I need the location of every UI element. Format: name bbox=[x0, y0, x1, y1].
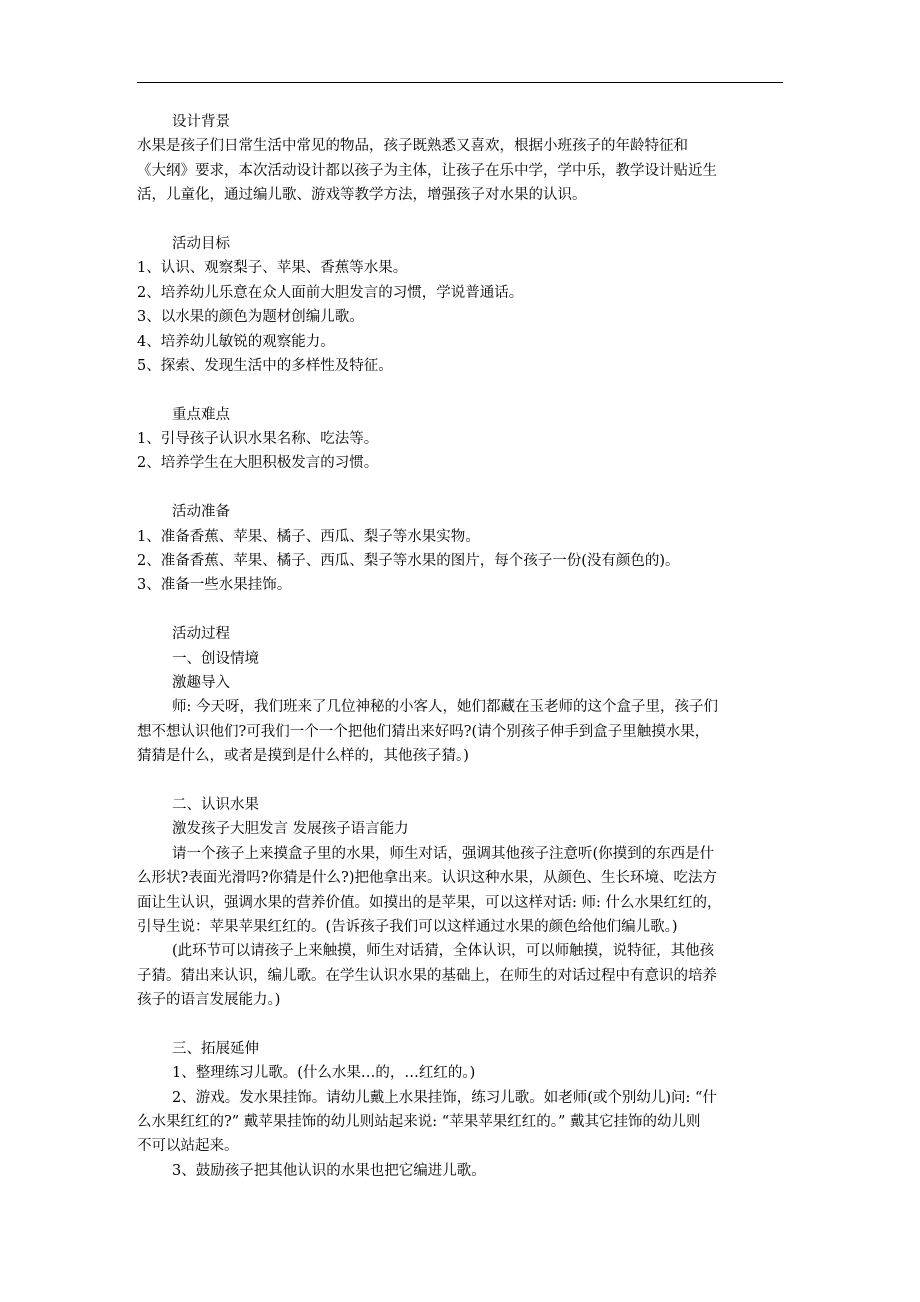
paragraph-line: 想不想认识他们?可我们一个一个把他们猜出来好吗?(请个别孩子伸手到盒子里触摸水果， bbox=[137, 723, 710, 740]
list-item: 1、认识、观察梨子、苹果、香蕉等水果。 bbox=[137, 260, 408, 277]
list-item: 2、准备香蕉、苹果、橘子、西瓜、梨子等水果的图片，每个孩子一份(没有颜色的)。 bbox=[137, 553, 680, 570]
list-item: 1、整理练习儿歌。(什么水果…的，…红红的。) bbox=[172, 1065, 476, 1082]
list-item: 5、探索、发现生活中的多样性及特征。 bbox=[137, 357, 393, 374]
list-item: 3、鼓励孩子把其他认识的水果也把它编进儿歌。 bbox=[172, 1162, 486, 1179]
paragraph-line: 水果是孩子们日常生活中常见的物品，孩子既熟悉又喜欢，根据小班孩子的年龄特征和 bbox=[137, 138, 688, 155]
section-heading-background: 设计背景 bbox=[172, 114, 230, 130]
paragraph-line: 请一个孩子上来摸盒子里的水果，师生对话，强调其他孩子注意听(你摸到的东西是什 bbox=[172, 845, 715, 862]
paragraph-line: 子猜。猜出来认识，编儿歌。在学生认识水果的基础上，在师生的对话过程中有意识的培养 bbox=[137, 967, 717, 984]
list-item: 4、培养幼儿敏锐的观察能力。 bbox=[137, 333, 335, 350]
spacer bbox=[137, 208, 787, 232]
list-item: 2、培养学生在大胆积极发言的习惯。 bbox=[137, 455, 379, 472]
document-body bbox=[137, 110, 787, 1183]
section-heading-key-points: 重点难点 bbox=[172, 406, 230, 423]
header-rule bbox=[137, 82, 783, 83]
paragraph-line: 么形状?表面光滑吗?你猜是什么?)把他拿出来。认识这种水果，从颜色、生长环境、吃法方 bbox=[137, 870, 717, 887]
paragraph-line: 2、游戏。发水果挂饰。请幼儿戴上水果挂饰，练习儿歌。如老师(或个别幼儿)问: “什 bbox=[172, 1089, 717, 1106]
section-heading-process: 活动过程 bbox=[172, 626, 230, 643]
section-heading-extension: 三、拓展延伸 bbox=[172, 1040, 259, 1057]
spacer bbox=[137, 769, 787, 793]
list-item: 3、以水果的颜色为题材创编儿歌。 bbox=[137, 309, 364, 326]
section-heading-know-fruits: 二、认识水果 bbox=[172, 796, 259, 813]
sub-heading: 激趣导入 bbox=[172, 674, 230, 691]
paragraph-line: 孩子的语言发展能力。) bbox=[137, 992, 281, 1009]
paragraph-line: 《大纲》要求，本次活动设计都以孩子为主体，让孩子在乐中学，学中乐，教学设计贴近生 bbox=[137, 162, 717, 179]
spacer bbox=[137, 476, 787, 500]
paragraph-line: 引导生说：苹果苹果红红的。(告诉孩子我们可以这样通过水果的颜色给他们编儿歌。) bbox=[137, 918, 678, 935]
section-heading-goals: 活动目标 bbox=[172, 235, 230, 252]
paragraph-line: 么水果红红的?” 戴苹果挂饰的幼儿则站起来说: “苹果苹果红红的。” 戴其它挂饰的幼儿则 bbox=[137, 1114, 701, 1131]
spacer bbox=[137, 1012, 787, 1036]
paragraph-line: (此环节可以请孩子上来触摸，师生对话猜，全体认识，可以师触摸，说特征，其他孩 bbox=[172, 943, 715, 960]
paragraph-line: 活，儿童化，通过编儿歌、游戏等教学方法，增强孩子对水果的认识。 bbox=[137, 187, 587, 204]
sub-heading: 一、创设情境 bbox=[172, 650, 259, 667]
sub-heading: 激发孩子大胆发言 发展孩子语言能力 bbox=[172, 821, 409, 838]
paragraph-line: 师: 今天呀，我们班来了几位神秘的小客人，她们都藏在玉老师的这个盒子里，孩子们 bbox=[172, 699, 718, 716]
list-item: 1、引导孩子认识水果名称、吃法等。 bbox=[137, 431, 379, 448]
spacer bbox=[137, 598, 787, 622]
list-item: 2、培养幼儿乐意在众人面前大胆发言的习惯，学说普通话。 bbox=[137, 284, 524, 301]
list-item: 3、准备一些水果挂饰。 bbox=[137, 577, 292, 594]
section-heading-preparation: 活动准备 bbox=[172, 504, 230, 521]
paragraph-line: 不可以站起来。 bbox=[137, 1138, 239, 1155]
spacer bbox=[137, 378, 787, 402]
list-item: 1、准备香蕉、苹果、橘子、西瓜、梨子等水果实物。 bbox=[137, 528, 480, 545]
paragraph-line: 猜猜是什么，或者是摸到是什么样的，其他孩子猜。) bbox=[137, 748, 469, 765]
paragraph-line: 面让生认识，强调水果的营养价值。如摸出的是苹果，可以这样对话: 师: 什么水果红红的， bbox=[137, 894, 722, 911]
